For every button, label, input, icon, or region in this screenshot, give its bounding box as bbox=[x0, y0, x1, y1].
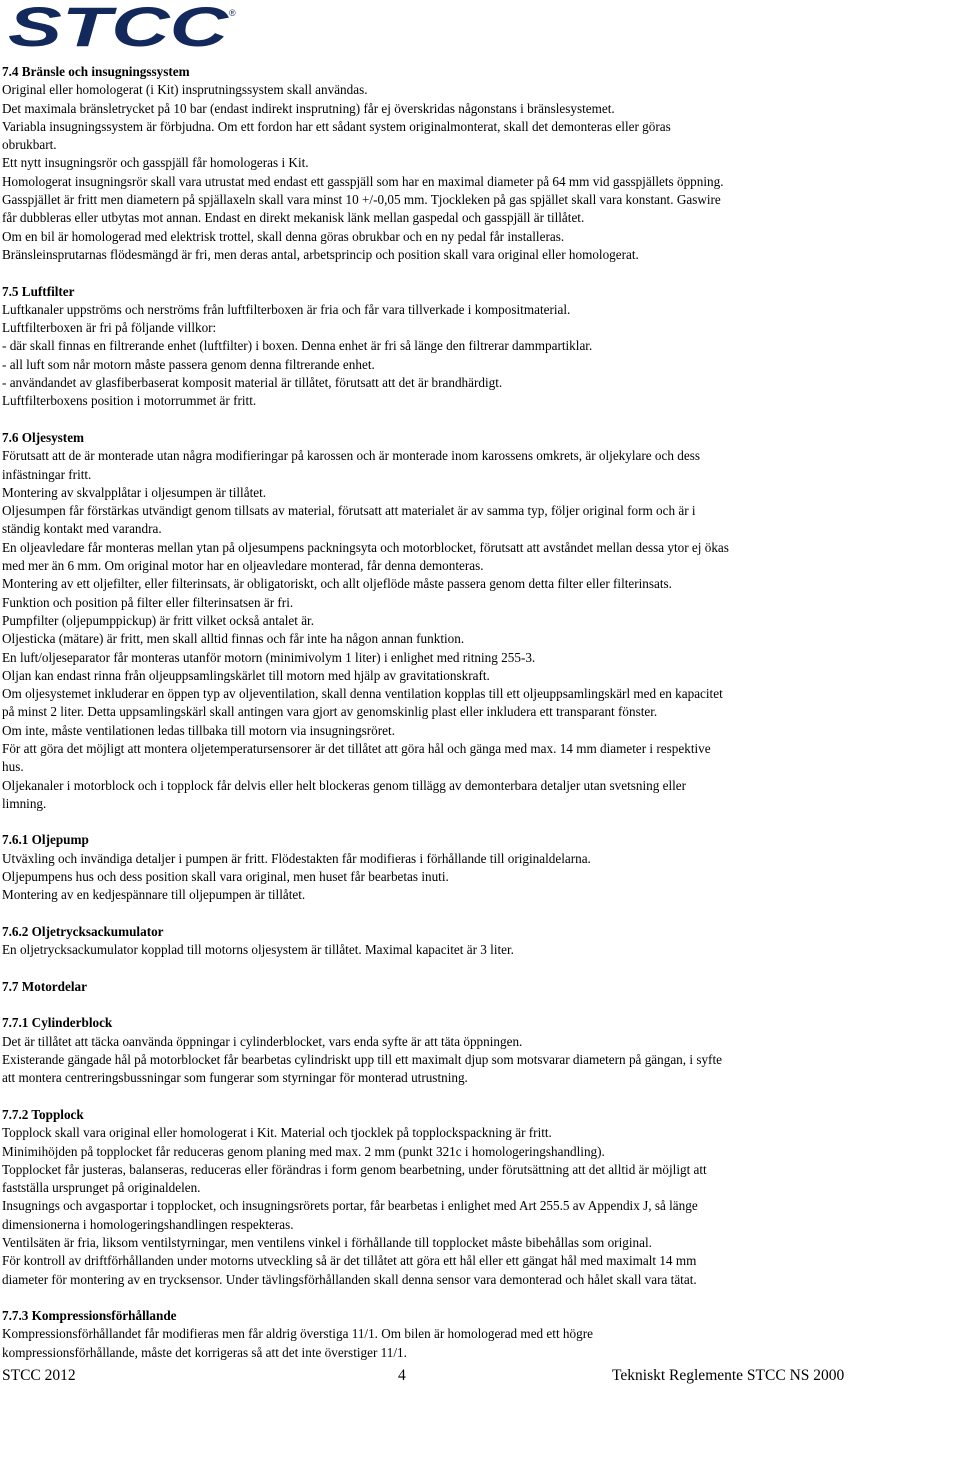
paragraph-line: ständig kontakt med varandra. bbox=[2, 521, 162, 537]
paragraph-line: Montering av ett oljefilter, eller filterinsats, är obligatoriskt, och allt oljeflöde måste passera genom detta filter eller filterinsats. bbox=[2, 576, 672, 592]
page-footer bbox=[2, 1367, 957, 1387]
section-heading: 7.7.3 Kompressionsförhållande bbox=[2, 1308, 177, 1324]
document-body bbox=[2, 63, 957, 1362]
paragraph-line: Ventilsäten är fria, liksom ventilstyrningar, men ventilens vinkel i förhållande till topplocket måste bibehållas som original. bbox=[2, 1235, 652, 1250]
paragraph-line: Det maximala bränsletrycket på 10 bar (endast indirekt insprutning) får ej överskridas någonstans i bränslesystemet. bbox=[2, 100, 615, 116]
section bbox=[2, 429, 957, 813]
paragraph-line: Montering av en kedjespännare till oljepumpen är tillåtet. bbox=[2, 887, 306, 903]
paragraph-line: En oljeavledare får monteras mellan ytan på oljesumpens packningsyta och motorblocket, förutsatt att avståndet mellan dessa ytor ej ökas bbox=[2, 539, 729, 555]
paragraph-line: med mer än 6 mm. Om original motor har en oljeavledare monterad, får denna demonteras. bbox=[2, 558, 484, 574]
paragraph-line: fastställa ursprunget på originaldelen. bbox=[2, 1180, 201, 1196]
section-heading: 7.6 Oljesystem bbox=[2, 429, 85, 445]
section bbox=[2, 978, 957, 996]
paragraph-line: på minst 2 liter. Detta uppsamlingskärl skall antingen vara gjort av genomskinlig plast eller inkludera ett transparant fönster. bbox=[2, 704, 658, 720]
paragraph-line: Luftfilterboxens position i motorrummet är fritt. bbox=[2, 393, 257, 409]
section bbox=[2, 923, 957, 960]
paragraph-line: Existerande gängade hål på motorblocket får bearbetas cylindriskt upp till ett maximalt djup som motsvarar diametern på gängan, i syfte bbox=[2, 1052, 722, 1068]
stcc-logo bbox=[8, 0, 238, 52]
section-heading: 7.6.2 Oljetrycksackumulator bbox=[2, 923, 164, 939]
paragraph-line: För kontroll av driftförhållanden under motorns utveckling så är det tillåtet att göra ett hål eller ett gängat hål med maximalt 14 mm bbox=[2, 1253, 697, 1269]
section-spacer bbox=[2, 813, 957, 831]
paragraph-line: Oljesticka (mätare) är fritt, men skall alltid finnas och får inte ha någon annan funktion. bbox=[2, 631, 465, 647]
paragraph-line: att montera centreringsbussningar som fungerar som styrningar för monterad utrustning. bbox=[2, 1070, 468, 1086]
paragraph-line: Det är tillåtet att täcka oanvända öppningar i cylinderblocket, vars enda syfte är att täta öppningen. bbox=[2, 1033, 523, 1049]
paragraph-line: Om en bil är homologerad med elektrisk trottel, skall denna göras obrukbar och en ny pedal får installeras. bbox=[2, 228, 565, 244]
footer-left: STCC 2012 bbox=[2, 1367, 76, 1384]
section-spacer bbox=[2, 1088, 957, 1106]
section-heading: 7.5 Luftfilter bbox=[2, 283, 75, 299]
section bbox=[2, 283, 957, 411]
paragraph-line: diameter för montering av en trycksensor. Under tävlingsförhållanden skall denna sensor vara demonterad och hålet skall vara tätat. bbox=[2, 1271, 697, 1287]
paragraph-line: infästningar fritt. bbox=[2, 466, 92, 482]
paragraph-line: Kompressionsförhållandet får modifieras men får aldrig överstiga 11/1. Om bilen är homologerad med ett högre bbox=[2, 1326, 593, 1342]
paragraph-line: Om inte, måste ventilationen ledas tillbaka till motorn via insugningsröret. bbox=[2, 722, 395, 738]
paragraph-line: Luftkanaler uppströms och nerströms från luftfilterboxen är fria och får vara tillverkade i kompositmaterial. bbox=[2, 301, 571, 317]
paragraph-line: Luftfilterboxen är fri på följande villkor: bbox=[2, 320, 217, 336]
section bbox=[2, 1106, 957, 1289]
section-spacer bbox=[2, 996, 957, 1014]
paragraph-line: Topplocket får justeras, balanseras, reduceras eller förändras i form genom bearbetning, under förutsättning att det alltid är möjligt att bbox=[2, 1161, 707, 1177]
section-heading: 7.7.2 Topplock bbox=[2, 1106, 84, 1122]
section bbox=[2, 831, 957, 904]
paragraph-line: - användandet av glasfiberbaserat komposit material är tillåtet, förutsatt att det är brandhärdigt. bbox=[2, 375, 503, 391]
paragraph-line: Variabla insugningssystem är förbjudna. Om ett fordon har ett sådant system originalmonterat, skall det demonteras eller göras bbox=[2, 118, 671, 134]
section-spacer bbox=[2, 905, 957, 923]
paragraph-line: kompressionsförhållande, måste det korrigeras så att det inte överstiger 11/1. bbox=[2, 1344, 407, 1360]
section-spacer bbox=[2, 411, 957, 429]
section-spacer bbox=[2, 264, 957, 282]
paragraph-line: Utväxling och invändiga detaljer i pumpen är fritt. Flödestakten får modifieras i förhållande till originaldelarna. bbox=[2, 850, 591, 866]
paragraph-line: Original eller homologerat (i Kit) insprutningssystem skall användas. bbox=[2, 82, 368, 98]
paragraph-line: Gasspjället är fritt men diametern på spjällaxeln skall vara minst 10 +/-0,05 mm. Tjockleken på gas spjället skall vara konstant. Gaswire bbox=[2, 192, 721, 208]
paragraph-line: hus. bbox=[2, 759, 24, 775]
section-heading: 7.4 Bränsle och insugningssystem bbox=[2, 64, 190, 79]
section-spacer bbox=[2, 1289, 957, 1307]
paragraph-line: dimensionerna i homologeringshandlingen respekteras. bbox=[2, 1216, 294, 1232]
paragraph-line: Oljan kan endast rinna från oljeuppsamlingskärlet till motorn med hjälp av gravitationskraft. bbox=[2, 667, 490, 683]
section-heading: 7.6.1 Oljepump bbox=[2, 832, 89, 848]
paragraph-line: - där skall finnas en filtrerande enhet (luftfilter) i boxen. Denna enhet är fri så länge den filtrerar dammpartiklar. bbox=[2, 338, 593, 354]
page-number: 4 bbox=[398, 1367, 406, 1384]
paragraph-line: Oljekanaler i motorblock och i topplock får delvis eller helt blockeras genom tillägg av demonterbara detaljer utan svetsning eller bbox=[2, 777, 687, 793]
paragraph-line: Oljesumpen får förstärkas utvändigt genom tillsats av material, förutsatt att materialet är av samma typ, följer original form och är i bbox=[2, 503, 696, 519]
paragraph-line: Insugnings och avgasportar i topplocket, och insugningsrörets portar, får bearbetas i enlighet med Art 255.5 av Appendix J, så länge bbox=[2, 1198, 698, 1214]
paragraph-line: limning. bbox=[2, 795, 47, 811]
paragraph-line: Minimihöjden på topplocket får reduceras genom planing med max. 2 mm (punkt 321c i homologeringshandling). bbox=[2, 1143, 605, 1159]
paragraph-line: En oljetrycksackumulator kopplad till motorns oljesystem är tillåtet. Maximal kapacitet är 3 liter. bbox=[2, 942, 514, 958]
paragraph-line: får dubbleras eller utbytas mot annan. Endast en direkt mekanisk länk mellan gaspedal och gasspjäll är tillåtet. bbox=[2, 210, 585, 226]
logo-wordmark: STCC bbox=[8, 0, 231, 52]
paragraph-line: Funktion och position på filter eller filterinsatsen är fri. bbox=[2, 594, 294, 610]
paragraph-line: Oljepumpens hus och dess position skall vara original, men huset får bearbetas inuti. bbox=[2, 869, 449, 885]
paragraph-line: Om oljesystemet inkluderar en öppen typ av oljeventilation, skall denna ventilation kopplas till ett oljeuppsamlingskärl med en kapacitet bbox=[2, 686, 723, 702]
paragraph-line: - all luft som når motorn måste passera genom denna filtrerande enhet. bbox=[2, 356, 375, 372]
section bbox=[2, 1307, 957, 1362]
section-spacer bbox=[2, 960, 957, 978]
paragraph-line: Montering av skvalpplåtar i oljesumpen är tillåtet. bbox=[2, 484, 267, 500]
section-heading: 7.7.1 Cylinderblock bbox=[2, 1015, 113, 1031]
paragraph-line: Bränsleinsprutarnas flödesmängd är fri, men deras antal, arbetsprincip och position skall vara original eller homologerat. bbox=[2, 246, 639, 262]
paragraph-line: Topplock skall vara original eller homologerat i Kit. Material och tjocklek på topplockspackning är fritt. bbox=[2, 1125, 552, 1141]
section bbox=[2, 63, 957, 264]
paragraph-line: En luft/oljeseparator får monteras utanför motorn (minimivolym 1 liter) i enlighet med ritning 255-3. bbox=[2, 649, 536, 665]
section-heading: 7.7 Motordelar bbox=[2, 978, 87, 994]
section bbox=[2, 1014, 957, 1087]
paragraph-line: Pumpfilter (oljepumppickup) är fritt vilket också antalet är. bbox=[2, 612, 315, 628]
registered-mark: ® bbox=[229, 8, 236, 18]
paragraph-line: Förutsatt att de är monterade utan några modifieringar på karossen och är monterade inom karossens omkrets, är oljekylare och dess bbox=[2, 448, 700, 464]
footer-right: Tekniskt Reglemente STCC NS 2000 bbox=[612, 1367, 845, 1384]
paragraph-line: Homologerat insugningsrör skall vara utrustat med endast ett gasspjäll som har en maximal diameter på 64 mm vid gasspjällets öppning. bbox=[2, 173, 724, 189]
paragraph-line: obrukbart. bbox=[2, 137, 57, 153]
paragraph-line: Ett nytt insugningsrör och gasspjäll får homologeras i Kit. bbox=[2, 155, 309, 171]
paragraph-line: För att göra det möjligt att montera oljetemperatursensorer är det tillåtet att göra hål och gänga med max. 14 mm diameter i respektive bbox=[2, 740, 711, 756]
